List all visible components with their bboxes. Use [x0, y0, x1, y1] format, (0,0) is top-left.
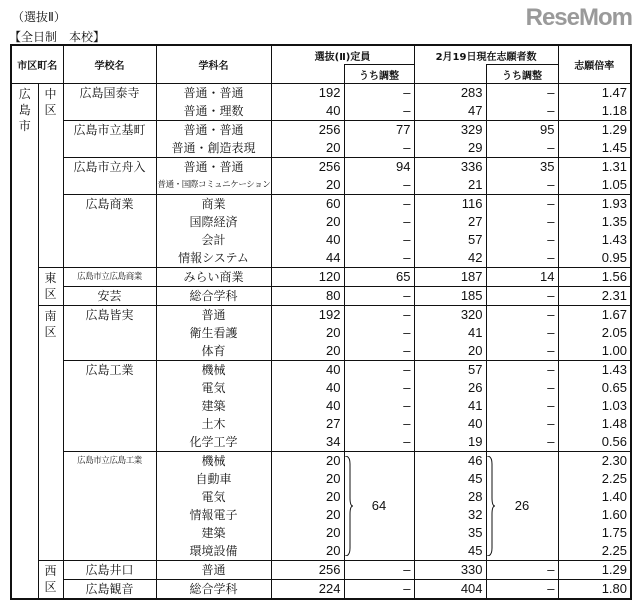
watermark-logo: ReseMom — [525, 4, 632, 31]
capacity-adj: – — [344, 195, 414, 214]
table-row — [11, 121, 631, 140]
dept-name: 自動車 — [156, 470, 271, 488]
table-row — [11, 287, 631, 306]
school-name: 広島工業 — [63, 361, 156, 452]
capacity: 40 — [271, 361, 344, 380]
capacity: 256 — [271, 158, 344, 177]
applicants: 57 — [414, 231, 486, 249]
capacity: 20 — [271, 542, 344, 561]
ratio: 1.48 — [558, 415, 631, 433]
dept-name: 衛生看護 — [156, 324, 271, 342]
dept-name: 建築 — [156, 397, 271, 415]
header-capacity: 選抜(Ⅱ)定員 — [271, 45, 414, 65]
capacity: 44 — [271, 249, 344, 268]
capacity: 40 — [271, 379, 344, 397]
school-name: 広島市立基町 — [63, 121, 156, 158]
applicants: 185 — [414, 287, 486, 306]
school-name: 広島市立舟入 — [63, 158, 156, 195]
capacity: 192 — [271, 306, 344, 325]
capacity: 192 — [271, 84, 344, 103]
ratio: 1.80 — [558, 580, 631, 600]
applicants-adj: – — [486, 397, 558, 415]
applicants: 116 — [414, 195, 486, 214]
capacity-adj: – — [344, 342, 414, 361]
ratio: 2.25 — [558, 470, 631, 488]
dept-name: 普通・普通 — [156, 121, 271, 140]
dept-name: 情報システム — [156, 249, 271, 268]
applicants-adj: – — [486, 433, 558, 452]
subsection-caption: 【全日制 本校】 — [9, 30, 106, 44]
applicants: 330 — [414, 561, 486, 580]
ratio: 0.65 — [558, 379, 631, 397]
table-row — [11, 306, 631, 325]
capacity: 20 — [271, 452, 344, 471]
ratio: 1.18 — [558, 102, 631, 121]
applicants-adj-value: 26 — [514, 498, 530, 513]
ratio: 1.31 — [558, 158, 631, 177]
dept-name: 総合学科 — [156, 580, 271, 600]
applicants: 29 — [414, 139, 486, 158]
applicants-adj-shared — [486, 452, 558, 561]
applicants: 20 — [414, 342, 486, 361]
dept-name: 機械 — [156, 361, 271, 380]
capacity: 20 — [271, 342, 344, 361]
table-row — [11, 158, 631, 177]
ratio: 2.30 — [558, 452, 631, 471]
table-row — [11, 268, 631, 287]
applicants: 46 — [414, 452, 486, 471]
school-name: 安芸 — [63, 287, 156, 306]
capacity: 34 — [271, 433, 344, 452]
header-blank — [414, 65, 486, 84]
ratio: 1.43 — [558, 361, 631, 380]
capacity: 60 — [271, 195, 344, 214]
ratio: 1.93 — [558, 195, 631, 214]
capacity-adj: – — [344, 231, 414, 249]
applicants: 41 — [414, 397, 486, 415]
capacity: 120 — [271, 268, 344, 287]
table-row — [11, 195, 631, 214]
dept-name: 環境設備 — [156, 542, 271, 561]
capacity: 27 — [271, 415, 344, 433]
applicants-adj: – — [486, 213, 558, 231]
dept-name: 機械 — [156, 452, 271, 471]
applicants-adj: 14 — [486, 268, 558, 287]
ratio: 1.47 — [558, 84, 631, 103]
ratio: 2.05 — [558, 324, 631, 342]
table-row — [11, 580, 631, 600]
capacity-adj-value: 64 — [371, 498, 387, 513]
applicants: 41 — [414, 324, 486, 342]
capacity: 256 — [271, 121, 344, 140]
header-district: 市区町名 — [11, 45, 63, 84]
dept-name: 普通・理数 — [156, 102, 271, 121]
dept-name: 普通・国際コミュニケーション — [156, 176, 271, 195]
capacity-adj: – — [344, 84, 414, 103]
ratio: 1.45 — [558, 139, 631, 158]
capacity-adj: – — [344, 433, 414, 452]
applicants-adj: – — [486, 379, 558, 397]
applicants-adj: – — [486, 561, 558, 580]
applicants-adj: 35 — [486, 158, 558, 177]
capacity-adj: – — [344, 287, 414, 306]
dept-name: 会計 — [156, 231, 271, 249]
capacity: 20 — [271, 139, 344, 158]
applicants: 57 — [414, 361, 486, 380]
header-dept: 学科名 — [156, 45, 271, 84]
header-applicants: 2月19日現在志願者数 — [414, 45, 558, 65]
school-name: 広島観音 — [63, 580, 156, 600]
ratio: 1.29 — [558, 121, 631, 140]
applicants: 283 — [414, 84, 486, 103]
header-applicants-adj: うち調整 — [486, 65, 558, 84]
dept-name: 国際経済 — [156, 213, 271, 231]
applicants: 42 — [414, 249, 486, 268]
section-caption: （選抜Ⅱ） — [12, 10, 66, 24]
school-name: 広島市立広島工業 — [63, 452, 156, 561]
capacity-adj: – — [344, 561, 414, 580]
applicants: 21 — [414, 176, 486, 195]
capacity-adj: – — [344, 361, 414, 380]
applicants: 187 — [414, 268, 486, 287]
capacity: 80 — [271, 287, 344, 306]
dept-name: 化学工学 — [156, 433, 271, 452]
applicants-adj: – — [486, 306, 558, 325]
district-cell: 西区 — [38, 561, 63, 600]
applicants: 45 — [414, 542, 486, 561]
dept-name: 普通 — [156, 561, 271, 580]
table-row — [11, 452, 631, 471]
applicants-adj: – — [486, 342, 558, 361]
applicants: 404 — [414, 580, 486, 600]
ratio: 0.95 — [558, 249, 631, 268]
dept-name: 商業 — [156, 195, 271, 214]
header-school: 学校名 — [63, 45, 156, 84]
applicants-adj: – — [486, 102, 558, 121]
applicants: 320 — [414, 306, 486, 325]
applicants: 47 — [414, 102, 486, 121]
capacity-adj: – — [344, 306, 414, 325]
school-name: 広島国泰寺 — [63, 84, 156, 121]
ratio: 1.75 — [558, 524, 631, 542]
ratio: 1.67 — [558, 306, 631, 325]
applicants-adj: – — [486, 324, 558, 342]
applicants: 40 — [414, 415, 486, 433]
header-ratio: 志願倍率 — [558, 45, 631, 84]
applicants: 26 — [414, 379, 486, 397]
applicants: 329 — [414, 121, 486, 140]
dept-name: 普通・普通 — [156, 84, 271, 103]
applicants-adj: – — [486, 84, 558, 103]
applicants-adj: – — [486, 287, 558, 306]
table-row — [11, 361, 631, 380]
capacity: 224 — [271, 580, 344, 600]
capacity-adj: – — [344, 213, 414, 231]
ratio: 2.31 — [558, 287, 631, 306]
dept-name: 体育 — [156, 342, 271, 361]
applicants-adj: – — [486, 361, 558, 380]
capacity-adj: 94 — [344, 158, 414, 177]
school-name: 広島商業 — [63, 195, 156, 268]
table-body — [11, 84, 631, 600]
capacity-adj: 65 — [344, 268, 414, 287]
applicants-adj: – — [486, 249, 558, 268]
capacity: 40 — [271, 231, 344, 249]
brace-icon — [487, 456, 495, 556]
capacity: 20 — [271, 176, 344, 195]
district-cell: 南区 — [38, 306, 63, 561]
dept-name: 総合学科 — [156, 287, 271, 306]
ratio: 1.35 — [558, 213, 631, 231]
capacity-adj-shared — [344, 452, 414, 561]
table-row — [11, 84, 631, 103]
ratio: 1.56 — [558, 268, 631, 287]
applicants: 35 — [414, 524, 486, 542]
capacity: 20 — [271, 470, 344, 488]
school-name: 広島市立広島商業 — [63, 268, 156, 287]
applicant-table — [10, 44, 632, 600]
capacity: 20 — [271, 524, 344, 542]
capacity-adj: – — [344, 397, 414, 415]
ratio: 1.00 — [558, 342, 631, 361]
capacity-adj: 77 — [344, 121, 414, 140]
capacity: 40 — [271, 397, 344, 415]
applicants-adj: – — [486, 231, 558, 249]
dept-name: 電気 — [156, 379, 271, 397]
applicants: 32 — [414, 506, 486, 524]
applicants-adj: – — [486, 195, 558, 214]
applicants-adj: 95 — [486, 121, 558, 140]
applicants: 28 — [414, 488, 486, 506]
ratio: 1.40 — [558, 488, 631, 506]
capacity: 20 — [271, 506, 344, 524]
school-name: 広島皆実 — [63, 306, 156, 361]
ratio: 1.60 — [558, 506, 631, 524]
city-cell: 広島市 — [11, 84, 38, 600]
applicants: 336 — [414, 158, 486, 177]
district-cell: 中区 — [38, 84, 63, 268]
capacity: 256 — [271, 561, 344, 580]
capacity: 20 — [271, 324, 344, 342]
header-blank — [271, 65, 344, 84]
capacity-adj: – — [344, 324, 414, 342]
dept-name: 建築 — [156, 524, 271, 542]
dept-name: 普通・普通 — [156, 158, 271, 177]
capacity-adj: – — [344, 249, 414, 268]
dept-name: 土木 — [156, 415, 271, 433]
dept-name: 電気 — [156, 488, 271, 506]
capacity: 40 — [271, 102, 344, 121]
applicants-adj: – — [486, 580, 558, 600]
district-cell: 東区 — [38, 268, 63, 306]
capacity-adj: – — [344, 580, 414, 600]
header-capacity-adj: うち調整 — [344, 65, 414, 84]
applicants: 19 — [414, 433, 486, 452]
ratio: 1.43 — [558, 231, 631, 249]
applicants: 27 — [414, 213, 486, 231]
capacity: 20 — [271, 488, 344, 506]
ratio: 0.56 — [558, 433, 631, 452]
ratio: 1.29 — [558, 561, 631, 580]
applicants-adj: – — [486, 176, 558, 195]
table-row — [11, 561, 631, 580]
capacity: 20 — [271, 213, 344, 231]
applicants-adj: – — [486, 139, 558, 158]
applicants-adj: – — [486, 415, 558, 433]
dept-name: 情報電子 — [156, 506, 271, 524]
capacity-adj: – — [344, 102, 414, 121]
capacity-adj: – — [344, 379, 414, 397]
dept-name: みらい商業 — [156, 268, 271, 287]
applicants: 45 — [414, 470, 486, 488]
ratio: 1.03 — [558, 397, 631, 415]
dept-name: 普通・創造表現 — [156, 139, 271, 158]
ratio: 1.05 — [558, 176, 631, 195]
dept-name: 普通 — [156, 306, 271, 325]
brace-icon — [345, 456, 353, 556]
school-name: 広島井口 — [63, 561, 156, 580]
capacity-adj: – — [344, 415, 414, 433]
capacity-adj: – — [344, 176, 414, 195]
ratio: 2.25 — [558, 542, 631, 561]
capacity-adj: – — [344, 139, 414, 158]
